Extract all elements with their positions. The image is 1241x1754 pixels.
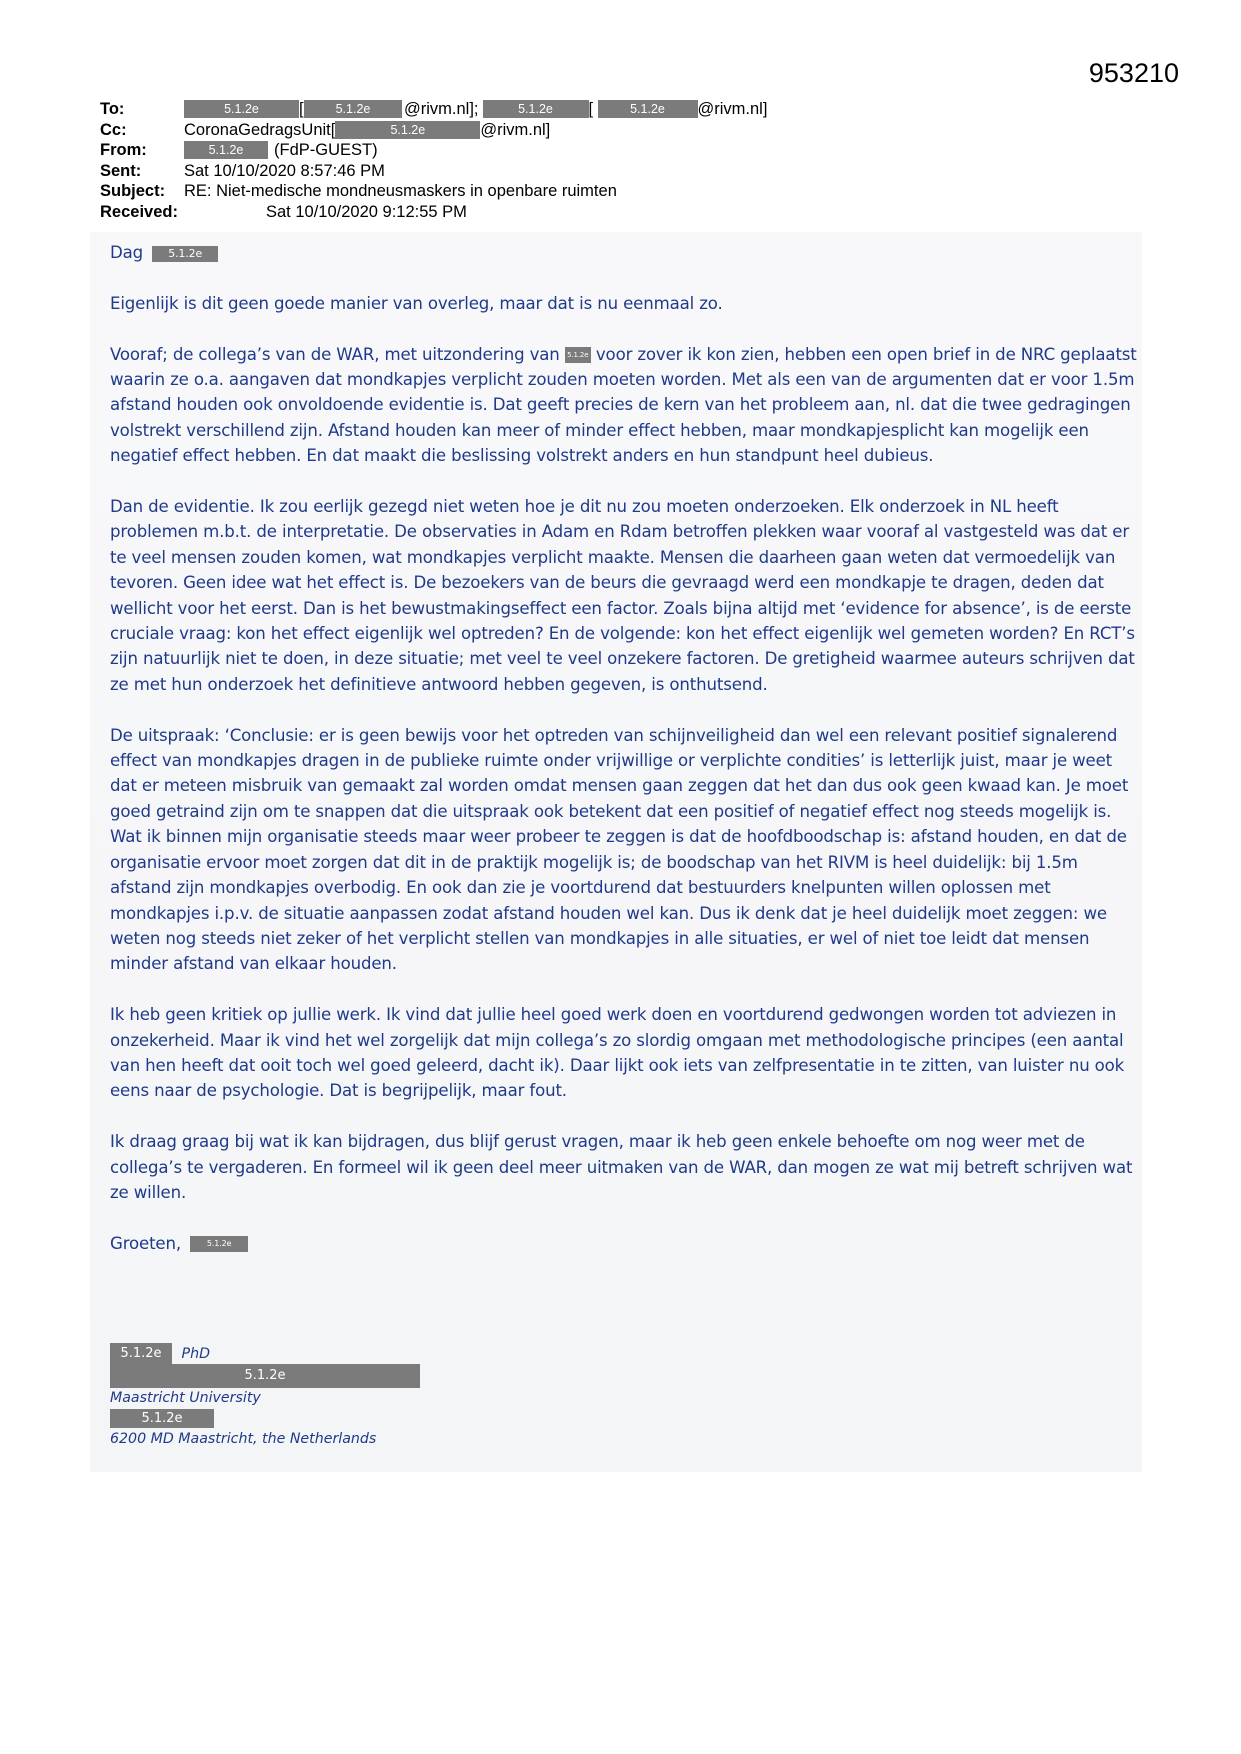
from-label: From:	[100, 141, 147, 159]
to-domain: @rivm.nl]	[697, 100, 768, 118]
to-row	[100, 99, 767, 120]
closing-line	[110, 1231, 1140, 1256]
redaction-box: 5.1.2e	[184, 100, 299, 118]
redaction-box: 5.1.2e	[184, 141, 268, 159]
paragraph-4: De uitspraak: ‘Conclusie: er is geen bewijs voor het optreden van schijnveiligheid dan wel een relevant positief signalerend effect van mondkapjes dragen in de publieke ruimte onder vrijwillige or verplichte condities’ is letterlijk juist, maar je weet dat er meteen misbruik van gemaakt zal worden omdat mensen gaan zeggen dat het dan dus ook geen kwaad kan. Je moet goed getraind zijn om te snappen dat die uitspraak ook betekent dat een positief of negatief effect nog steeds mogelijk is. Wat ik binnen mijn organisatie steeds maar weer probeer te zeggen is dat de hoofdboodschap is: afstand houden, en dat de organisatie ervoor moet zorgen dat dit in de praktijk mogelijk is; de boodschap van het RIVM is heel duidelijk: bij 1.5m afstand zijn mondkapjes overbodig. En ook dan zie je voortdurend dat bestuurders knelpunten willen oplossen met mondkapjes i.p.v. de situatie aanpassen zodat afstand houden wel kan. Dus ik denk dat je heel duidelijk moet zeggen: we weten nog steeds niet zeker of het verplicht stellen van mondkapjes in alle situaties, er wel of niet toe leidt dat mensen minder afstand van elkaar houden.	[110, 725, 1129, 974]
to-label: To:	[100, 100, 125, 118]
signature-university: Maastricht University	[110, 1390, 261, 1406]
paragraph-2-rest: voor zover ik kon zien, hebben een open brief in de NRC geplaatst waarin ze o.a. aangaven dat mondkapjes verplicht zouden moeten worden. Met als een van de argumenten dat er voor 1.5m afstand houden ook onvoldoende evidentie is. Dat geeft precies de kern van het probleem aan, nl. dat die twee gedragingen volstrekt verschillend zijn. Afstand houden kan meer of minder effect hebben, maar mondkapjesplicht kan mogelijk een negatief effect hebben. En dat maakt die beslissing volstrekt anders en hun standpunt heel dubieus.	[110, 344, 1137, 466]
signature-position-line	[110, 1364, 420, 1388]
subject-row	[100, 181, 767, 202]
document-number: 953210	[1088, 58, 1179, 88]
paragraph-5: Ik heb geen kritiek op jullie werk. Ik vind dat jullie heel goed werk doen en voortdurend gedwongen worden tot adviezen in onzekerheid. Maar ik vind het wel zorgelijk dat mijn collega’s zo slordig omgaan met methodologische principes (een aantal van hen heeft dat ooit toch wel goed geleerd, dacht ik). Daar lijkt ook iets van zelfpresentatie in te zitten, van luister nu ook eens naar de psychologie. Dat is begrijpelijk, maar fout.	[110, 1005, 1125, 1101]
redaction-box: 5.1.2e	[304, 100, 402, 118]
to-domain: @rivm.nl];	[404, 100, 479, 118]
signature-block	[110, 1343, 420, 1450]
received-row	[100, 202, 767, 223]
greeting-line	[110, 240, 1140, 265]
cc-domain: @rivm.nl]	[480, 120, 551, 139]
signature-name-line	[110, 1343, 420, 1364]
signature-address: 6200 MD Maastricht, the Netherlands	[110, 1431, 377, 1447]
redaction-box: 5.1.2e	[190, 1236, 248, 1252]
sent-label: Sent:	[100, 161, 142, 180]
paragraph-2-start: Vooraf; de collega’s van de WAR, met uitzondering van	[110, 344, 560, 364]
cc-name: CoronaGedragsUnit[	[184, 120, 336, 139]
paragraph-6: Ik draag graag bij wat ik kan bijdragen, dus blijf gerust vragen, maar ik heb geen enkele behoefte om nog weer met de collega’s te vergaderen. En formeel wil ik geen deel meer uitmaken van de WAR, dan mogen ze wat mij betreft schrijven wat ze willen.	[110, 1132, 1133, 1202]
paragraph-1: Eigenlijk is dit geen goede manier van overleg, maar dat is nu eenmaal zo.	[110, 293, 723, 313]
redaction-box: 5.1.2e	[483, 100, 589, 118]
signature-title: PhD	[181, 1345, 210, 1362]
sent-value: Sat 10/10/2020 8:57:46 PM	[184, 161, 385, 180]
signature-address-line	[110, 1409, 420, 1430]
redaction-box: 5.1.2e	[335, 121, 480, 139]
redaction-box: 5.1.2e	[110, 1364, 420, 1388]
bracket: [	[299, 100, 304, 118]
cc-label: Cc:	[100, 120, 127, 139]
redaction-box: 5.1.2e	[152, 246, 218, 262]
greeting: Dag	[110, 243, 144, 262]
from-suffix: (FdP-GUEST)	[274, 141, 378, 159]
redaction-box: 5.1.2e	[110, 1343, 172, 1364]
closing: Groeten,	[110, 1233, 181, 1253]
cc-row	[100, 120, 767, 141]
paragraph-3: Dan de evidentie. Ik zou eerlijk gezegd niet weten hoe je dit nu zou moeten onderzoeken. Elk onderzoek in NL heeft problemen m.b.t. de interpretatie. De observaties in Adam en Rdam betroffen plekken waar vooraf al vastgesteld was dat er te veel mensen zouden komen, wat mondkapjes verplicht maakte. Mensen die daarheen gaan weten dat vermoedelijk van tevoren. Geen idee wat het effect is. De bezoekers van de beurs die gevraagd werd een mondkapje te dragen, deden dat wellicht voor het eerst. Dan is het bewustmakingseffect een factor. Zoals bijna altijd met ‘evidence for absence’, is de eerste cruciale vraag: kon het effect eigenlijk wel optreden? En de volgende: kon het effect eigenlijk wel gemeten worden? En RCT’s zijn natuurlijk niet te doen, in deze situatie; met veel te veel onzekere factoren. De gretigheid waarmee auteurs schrijven dat ze met hun onderzoek het definitieve antwoord hebben gegeven, is onthutsend.	[110, 497, 1135, 694]
redaction-box: 5.1.2e	[565, 347, 591, 363]
email-header	[100, 99, 767, 222]
sent-row	[100, 161, 767, 182]
redaction-box: 5.1.2e	[110, 1409, 214, 1428]
message-body	[110, 240, 1140, 1282]
redaction-box: 5.1.2e	[598, 100, 698, 118]
received-label: Received:	[100, 202, 178, 221]
paragraph-2	[110, 342, 1140, 469]
from-row	[100, 140, 767, 161]
bracket: [	[588, 100, 594, 118]
subject-label: Subject:	[100, 182, 166, 200]
subject-value: RE: Niet-medische mondneusmaskers in openbare ruimten	[184, 182, 617, 200]
received-value: Sat 10/10/2020 9:12:55 PM	[266, 202, 467, 221]
